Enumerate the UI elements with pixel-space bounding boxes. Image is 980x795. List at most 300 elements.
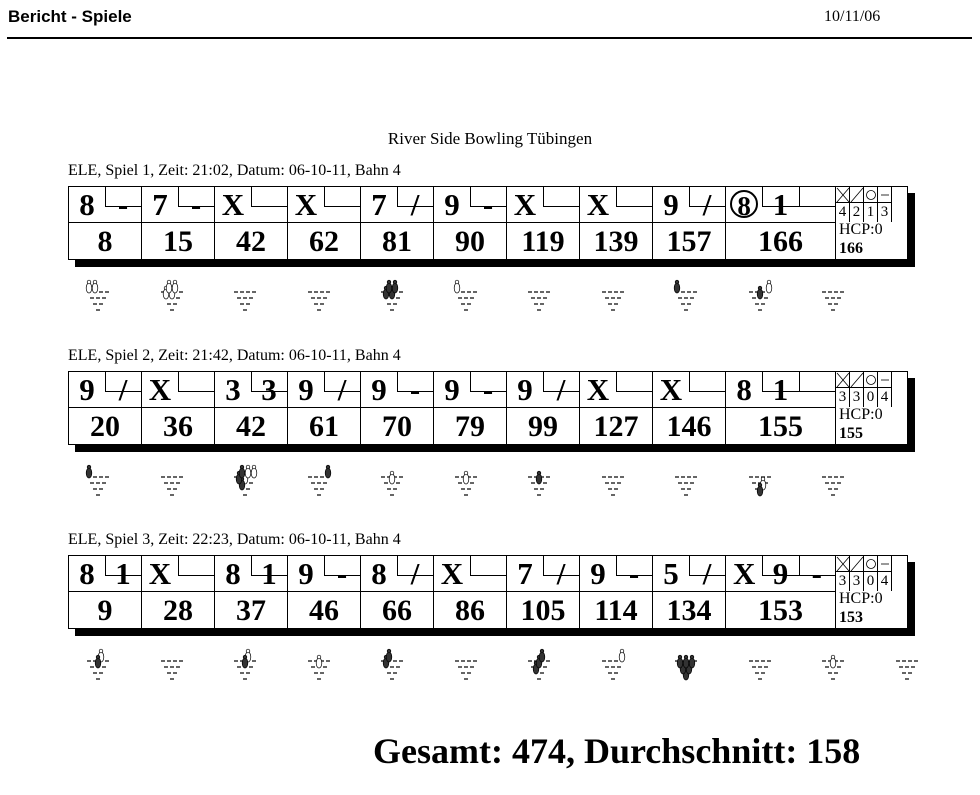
pin-diagram: [884, 641, 930, 683]
roll-row: [69, 187, 141, 223]
roll-mark: /: [410, 556, 420, 591]
pin-diagram: [663, 457, 709, 499]
summary-count: 0: [864, 388, 878, 407]
pin-diagram-icon: [810, 641, 856, 683]
frame-2: [142, 187, 215, 261]
standing-pin-white: [251, 465, 257, 478]
summary-count: 3: [836, 388, 850, 407]
pin-diagram-icon: [884, 641, 930, 683]
summary-count: 3: [850, 388, 864, 407]
pin-diagram: [369, 457, 415, 499]
roll-row: [726, 187, 835, 223]
frame-total: 119: [521, 225, 565, 258]
roll-row: [142, 187, 214, 223]
miss-sym-icon: [878, 372, 892, 388]
pin-diagram: [75, 641, 121, 683]
roll-row: [434, 556, 506, 592]
standing-pin-white: [674, 280, 680, 293]
pin-diagram-icon: [369, 641, 415, 683]
game-final-score: 155: [839, 425, 863, 442]
frame-7: [507, 187, 580, 261]
roll-row: [434, 372, 506, 408]
roll-mark: 8: [79, 187, 95, 222]
roll-mark: 3: [261, 372, 277, 407]
frame-3: [215, 556, 288, 630]
standing-pin-white: [677, 655, 683, 668]
roll-row: [726, 556, 835, 592]
pin-diagram: [810, 272, 856, 314]
score-sheet: [68, 555, 908, 629]
standing-pin-white: [389, 471, 395, 484]
roll-row: [69, 556, 141, 592]
pin-diagram-icon: [75, 641, 121, 683]
roll-mark: 8: [79, 556, 95, 591]
pin-diagram: [590, 641, 636, 683]
frame-total: 134: [666, 594, 712, 627]
summary-count: 4: [878, 388, 892, 407]
frame-total: 42: [236, 225, 266, 258]
standing-pin-white: [757, 286, 763, 299]
roll-mark: X: [732, 556, 756, 591]
roll-mark: [324, 187, 360, 222]
pin-diagram-icon: [149, 457, 195, 499]
pin-diagram-icon: [663, 272, 709, 314]
roll-row: [142, 372, 214, 408]
frame-total: 37: [236, 594, 266, 627]
roll-row: [726, 372, 835, 408]
frame-9: [653, 372, 726, 446]
frame-total: 139: [593, 225, 639, 258]
frame-total: 114: [594, 594, 638, 627]
game-final-score: 166: [839, 240, 863, 257]
roll-mark: 9: [79, 372, 95, 407]
pin-diagram-icon: [516, 641, 562, 683]
roll-mark: 9: [444, 372, 460, 407]
pin-diagram: [149, 641, 195, 683]
summary-count: 1: [864, 203, 878, 222]
standing-pin-white: [386, 280, 392, 293]
pin-diagram: [222, 272, 268, 314]
standing-pin-white: [539, 649, 545, 662]
roll-row: [288, 372, 360, 408]
roll-mark: /: [702, 556, 712, 591]
standing-pin-white: [239, 465, 245, 478]
frame-10: [726, 556, 836, 630]
frame-total: 79: [455, 410, 485, 443]
pin-diagram: [75, 457, 121, 499]
handicap-label: HCP:0: [839, 406, 883, 423]
pin-diagram-icon: [369, 272, 415, 314]
summary-box: [836, 556, 907, 630]
roll-mark: 1: [772, 372, 789, 407]
roll-row: [653, 187, 725, 223]
summary-count: 4: [878, 572, 892, 591]
frame-6: [434, 372, 507, 446]
pin-diagram-icon: [369, 457, 415, 499]
frame-7: [507, 556, 580, 630]
roll-row: [507, 187, 579, 223]
pin-diagram-icon: [296, 641, 342, 683]
roll-row: [142, 556, 214, 592]
roll-mark: 9: [517, 372, 533, 407]
summary-box: [836, 372, 907, 446]
frame-total: 20: [90, 410, 120, 443]
roll-mark: /: [118, 372, 128, 407]
pin-diagram-row: [0, 457, 980, 499]
roll-mark: 9: [444, 187, 460, 222]
roll-mark: [543, 187, 579, 222]
frame-total: 155: [758, 410, 803, 443]
roll-row: [215, 187, 287, 223]
pin-diagram-icon: [75, 457, 121, 499]
standing-pin-white: [830, 655, 836, 668]
frame-5: [361, 556, 434, 630]
roll-mark: [178, 372, 214, 407]
spare-sym-icon: [850, 556, 864, 572]
standing-pin-white: [454, 280, 460, 293]
score-sheet: [68, 186, 908, 260]
roll-mark: 9: [298, 556, 314, 591]
miss-sym-icon: [878, 556, 892, 572]
frame-total: 9: [97, 594, 113, 627]
roll-mark: 7: [152, 187, 168, 222]
roll-row: [361, 556, 433, 592]
game-title: ELE, Spiel 3, Zeit: 22:23, Datum: 06-10-11, Bahn 4: [68, 531, 401, 548]
roll-mark: X: [659, 372, 683, 407]
pin-diagram: [516, 641, 562, 683]
frame-total: 90: [455, 225, 485, 258]
roll-mark: X: [586, 372, 610, 407]
pin-diagram-icon: [663, 641, 709, 683]
pin-diagram: [737, 272, 783, 314]
roll-mark: 9: [298, 372, 314, 407]
frame-total: 15: [163, 225, 193, 258]
pin-diagram: [516, 272, 562, 314]
roll-mark: -: [190, 187, 202, 222]
roll-mark: /: [410, 187, 420, 222]
frame-total: 99: [528, 410, 558, 443]
frame-total: 36: [163, 410, 193, 443]
standing-pin-white: [86, 280, 92, 293]
pin-diagram-icon: [810, 272, 856, 314]
sheet-shadow: [75, 260, 915, 267]
pin-diagram-icon: [590, 641, 636, 683]
pin-diagram: [737, 641, 783, 683]
roll-mark: 1: [772, 187, 789, 222]
roll-mark: /: [556, 556, 566, 591]
standing-pin-white: [92, 280, 98, 293]
standing-pin-white: [242, 655, 248, 668]
pin-diagram: [369, 272, 415, 314]
roll-row: [580, 556, 652, 592]
roll-mark: 9: [590, 556, 606, 591]
frame-total: 70: [382, 410, 412, 443]
pin-diagram: [222, 457, 268, 499]
roll-mark: 9: [772, 556, 789, 591]
frame-3: [215, 372, 288, 446]
roll-row: [288, 187, 360, 223]
frame-9: [653, 556, 726, 630]
summary-count: 4: [836, 203, 850, 222]
roll-mark: -: [811, 556, 822, 591]
standing-pin-white: [766, 280, 772, 293]
pin-diagram: [149, 457, 195, 499]
split-sym-icon: [864, 372, 878, 388]
game-title: ELE, Spiel 1, Zeit: 21:02, Datum: 06-10-11, Bahn 4: [68, 162, 401, 179]
roll-mark: 9: [663, 187, 679, 222]
spare-sym-icon: [850, 187, 864, 203]
standing-pin-white: [325, 465, 331, 478]
roll-mark: [251, 187, 287, 222]
standing-pin-white: [245, 465, 251, 478]
pin-diagram: [663, 641, 709, 683]
frame-total: 153: [758, 594, 803, 627]
pin-diagram-icon: [149, 641, 195, 683]
pin-diagram-icon: [737, 457, 783, 499]
roll-mark: [799, 187, 835, 222]
report-title: Bericht - Spiele: [8, 7, 132, 26]
frame-5: [361, 187, 434, 261]
frame-8: [580, 372, 653, 446]
standing-pin-white: [86, 465, 92, 478]
sheet-shadow: [908, 562, 915, 636]
frame-total: 146: [666, 410, 712, 443]
sheet-shadow: [75, 629, 915, 636]
standing-pin-white: [172, 280, 178, 293]
pin-diagram-icon: [296, 457, 342, 499]
frame-total: 8: [97, 225, 113, 258]
roll-mark: X: [513, 187, 537, 222]
roll-mark: 5: [663, 556, 679, 591]
frame-total: 81: [382, 225, 412, 258]
roll-mark: [726, 187, 762, 222]
pin-diagram: [222, 641, 268, 683]
strike-sym-icon: [836, 556, 850, 572]
game-final-score: 153: [839, 609, 863, 626]
pin-diagram: [75, 272, 121, 314]
summary-count: 3: [850, 572, 864, 591]
roll-mark: 8: [225, 556, 241, 591]
handicap-label: HCP:0: [839, 590, 883, 607]
frame-total: 46: [309, 594, 339, 627]
roll-mark: [470, 556, 506, 591]
total-summary: Gesamt: 474, Durchschnitt: 158: [373, 731, 861, 771]
roll-row: [580, 187, 652, 223]
frame-2: [142, 556, 215, 630]
frame-total: 86: [455, 594, 485, 627]
pin-diagram: [516, 457, 562, 499]
strike-sym-icon: [836, 187, 850, 203]
roll-mark: X: [148, 556, 172, 591]
pin-diagram-icon: [149, 272, 195, 314]
roll-mark: /: [702, 187, 712, 222]
roll-mark: [616, 372, 652, 407]
frame-1: [69, 187, 142, 261]
roll-mark: 7: [371, 187, 387, 222]
pin-diagram: [590, 272, 636, 314]
frame-total: 105: [520, 594, 566, 627]
pin-diagram-icon: [590, 272, 636, 314]
roll-row: [361, 187, 433, 223]
pin-diagram: [443, 272, 489, 314]
standing-pin-white: [619, 649, 625, 662]
roll-mark: X: [221, 187, 245, 222]
summary-count: 0: [864, 572, 878, 591]
roll-row: [580, 372, 652, 408]
pin-diagram: [369, 641, 415, 683]
pin-diagram-icon: [516, 272, 562, 314]
roll-mark: 7: [517, 556, 533, 591]
frame-9: [653, 187, 726, 261]
roll-mark: 3: [225, 372, 241, 407]
roll-mark: -: [409, 372, 421, 407]
frame-total: 66: [382, 594, 412, 627]
standing-pin-white: [463, 471, 469, 484]
pin-diagram-icon: [737, 641, 783, 683]
frame-4: [288, 372, 361, 446]
roll-row: [69, 372, 141, 408]
pin-diagram-icon: [810, 457, 856, 499]
roll-row: [653, 372, 725, 408]
frame-2: [142, 372, 215, 446]
frame-1: [69, 556, 142, 630]
roll-row: [507, 372, 579, 408]
split-sym-icon: [864, 556, 878, 572]
score-sheet: [68, 371, 908, 445]
roll-mark: -: [336, 556, 348, 591]
pin-diagram: [296, 641, 342, 683]
pin-diagram-row: [0, 641, 980, 683]
standing-pin-white: [683, 655, 689, 668]
roll-row: [507, 556, 579, 592]
sheet-shadow: [908, 378, 915, 452]
pin-diagram-icon: [222, 457, 268, 499]
roll-row: [288, 556, 360, 592]
pin-diagram-icon: [590, 457, 636, 499]
roll-mark: X: [586, 187, 610, 222]
frame-4: [288, 556, 361, 630]
standing-pin-white: [166, 280, 172, 293]
roll-row: [434, 187, 506, 223]
venue-name: River Side Bowling Tübingen: [387, 129, 593, 148]
pin-diagram: [443, 641, 489, 683]
report-date: 10/11/06: [824, 8, 881, 25]
pin-diagram-icon: [663, 457, 709, 499]
standing-pin-white: [536, 471, 542, 484]
roll-row: [361, 372, 433, 408]
roll-mark: -: [628, 556, 640, 591]
frame-total: 61: [309, 410, 339, 443]
frame-6: [434, 187, 507, 261]
pin-diagram-icon: [516, 457, 562, 499]
pin-diagram: [296, 272, 342, 314]
roll-mark: X: [440, 556, 464, 591]
spare-sym-icon: [850, 372, 864, 388]
summary-count: 3: [878, 203, 892, 222]
roll-mark: -: [482, 187, 494, 222]
roll-mark: -: [117, 187, 129, 222]
frame-total: 166: [758, 225, 803, 258]
game-title: ELE, Spiel 2, Zeit: 21:42, Datum: 06-10-11, Bahn 4: [68, 347, 401, 364]
pin-diagram-icon: [75, 272, 121, 314]
pin-diagram: [296, 457, 342, 499]
pin-diagram: [443, 457, 489, 499]
roll-row: [215, 556, 287, 592]
roll-row: [215, 372, 287, 408]
pin-diagram-icon: [443, 272, 489, 314]
pin-diagram: [810, 641, 856, 683]
roll-mark: [178, 556, 214, 591]
sheet-shadow: [75, 445, 915, 452]
standing-pin-white: [316, 655, 322, 668]
pin-diagram-icon: [737, 272, 783, 314]
standing-pin-white: [386, 649, 392, 662]
handicap-label: HCP:0: [839, 221, 883, 238]
pin-diagram-icon: [296, 272, 342, 314]
roll-mark: X: [148, 372, 172, 407]
frame-8: [580, 187, 653, 261]
roll-mark: 8: [736, 372, 752, 407]
roll-mark: 8: [371, 556, 387, 591]
roll-mark: 1: [115, 556, 131, 591]
frame-4: [288, 187, 361, 261]
frame-6: [434, 556, 507, 630]
roll-mark: 1: [261, 556, 277, 591]
frame-5: [361, 372, 434, 446]
miss-sym-icon: [878, 187, 892, 203]
split-mark: 8: [730, 190, 758, 218]
pin-diagram: [737, 457, 783, 499]
split-sym-icon: [864, 187, 878, 203]
frame-10: [726, 372, 836, 446]
roll-mark: X: [294, 187, 318, 222]
roll-mark: [616, 187, 652, 222]
pin-diagram: [590, 457, 636, 499]
standing-pin-white: [689, 655, 695, 668]
frame-1: [69, 372, 142, 446]
standing-pin-white: [95, 655, 101, 668]
frame-10: [726, 187, 836, 261]
pin-diagram-icon: [222, 272, 268, 314]
pin-diagram-row: [0, 272, 980, 314]
pin-diagram-icon: [443, 457, 489, 499]
frame-total: 157: [666, 225, 712, 258]
pin-diagram: [149, 272, 195, 314]
frame-8: [580, 556, 653, 630]
summary-box: [836, 187, 907, 261]
frame-total: 42: [236, 410, 266, 443]
sheet-shadow: [908, 193, 915, 267]
roll-mark: [689, 372, 725, 407]
pin-diagram: [663, 272, 709, 314]
standing-pin-white: [392, 280, 398, 293]
roll-mark: /: [556, 372, 566, 407]
strike-sym-icon: [836, 372, 850, 388]
roll-row: [653, 556, 725, 592]
summary-count: 2: [850, 203, 864, 222]
frame-total: 127: [593, 410, 639, 443]
frame-3: [215, 187, 288, 261]
pin-diagram-icon: [222, 641, 268, 683]
pin-diagram: [810, 457, 856, 499]
pin-diagram-icon: [443, 641, 489, 683]
frame-7: [507, 372, 580, 446]
summary-count: 3: [836, 572, 850, 591]
frame-total: 62: [309, 225, 339, 258]
roll-mark: [799, 372, 835, 407]
roll-mark: /: [337, 372, 347, 407]
roll-mark: -: [482, 372, 494, 407]
